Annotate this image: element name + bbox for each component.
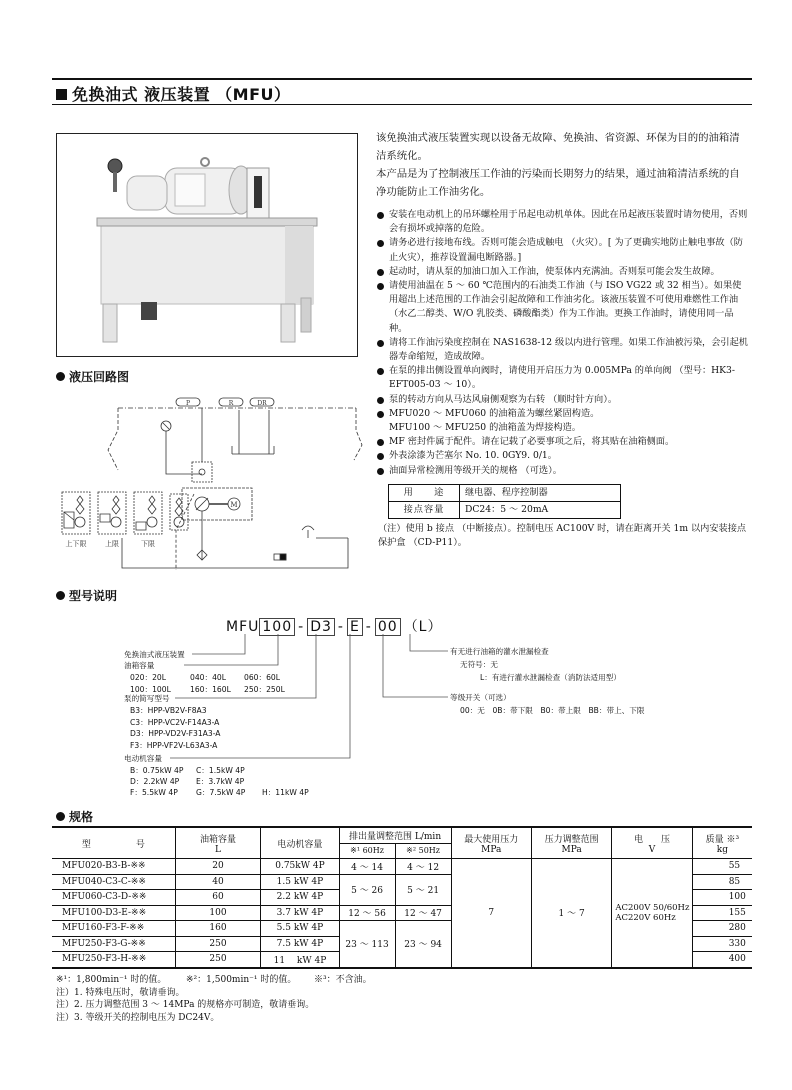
table-row: [52, 859, 752, 875]
cell-tank: 40: [175, 874, 261, 890]
cell-mass: 100: [692, 890, 752, 906]
cell-mass: 330: [692, 936, 752, 952]
header-pressure-range-label: 压力调整范围: [544, 834, 599, 845]
port-label: R: [228, 400, 234, 407]
motor-option: C：1.5kW 4P: [196, 766, 245, 775]
cell-model: MFU060-C3-D-※※: [52, 890, 175, 906]
cell-model: MFU250-F3-H-※※: [52, 952, 175, 968]
cell-model: MFU250-F3-G-※※: [52, 936, 175, 952]
cell-flow-50: 23 ～ 94: [395, 921, 451, 968]
motor-option: E：3.7kW 4P: [196, 777, 245, 786]
table-header-row: [52, 827, 752, 843]
notice-item-continuation: MFU100 ～ MFU250 的油箱盖为焊接构造。: [389, 422, 581, 434]
capacity-option: 060：60L: [244, 673, 280, 682]
cell-tank: 250: [175, 952, 261, 968]
model-prefix: MFU: [226, 619, 260, 635]
model-desc-motor: 电动机容量: [124, 754, 162, 763]
cell-pressure-range: 1 ～ 7: [531, 859, 611, 968]
header-motor: 电动机容量: [261, 827, 339, 859]
header-flow: 排出量调整范围 L/min: [339, 827, 451, 843]
model-desc-series: 免换油式液压装置: [124, 650, 185, 659]
capacity-option: 040：40L: [190, 673, 226, 682]
cell-tank: 60: [175, 890, 261, 906]
cell-motor: 1.5 kW 4P: [261, 874, 339, 890]
footnote: ※²：1,500min⁻¹ 时的值。: [186, 975, 297, 985]
model-section-title-text: 型号说明: [69, 589, 118, 603]
header-tank-label: 油箱容量: [199, 834, 236, 845]
capacity-option: 100：100L: [130, 685, 171, 694]
header-max-pressure: [451, 827, 531, 859]
cell-model: MFU160-F3-F-※※: [52, 921, 175, 937]
cell-motor: 7.5 kW 4P: [261, 936, 339, 952]
cell-flow-50: 5 ～ 21: [395, 874, 451, 905]
leader-level-switch: [383, 634, 448, 697]
cell-motor: 5.5 kW 4P: [261, 921, 339, 937]
cell-mass: 155: [692, 905, 752, 921]
notice-item: 请将工作油污染度控制在 NAS1638-12 级以内进行管理。如果工作油被污染，会引起机器寿命缩短，造成故障。: [376, 336, 748, 364]
header-max-pressure-unit: MPa: [481, 844, 502, 855]
header-voltage-label: 电 压: [634, 834, 671, 845]
motor-option: D：2.2kW 4P: [130, 777, 180, 786]
header-voltage: [612, 827, 692, 859]
notice-item: MFU020 ～ MFU060 的油箱盖为螺丝紧固构造。: [376, 407, 748, 421]
footnote-row: [56, 974, 372, 987]
cell-flow-60: 23 ～ 113: [339, 921, 395, 968]
cell-flow-60: 12 ～ 56: [339, 905, 395, 921]
header-model: 型 号: [52, 827, 175, 859]
cell-tank: 100: [175, 905, 261, 921]
notice-item: MF 密封件属于配件。请在记载了必要事项之后，将其贴在油箱侧面。: [376, 435, 748, 449]
notice-item: 油面异常检测用等级开关的规格 （可选）。: [376, 464, 748, 478]
note: 注）1. 特殊电压时，敬请垂询。: [56, 987, 185, 998]
notice-item: 在泵的排出侧设置单向阀时，请使用开启压力为 0.005MPa 的单向阀 （型号：HK3-EFT005-03 ～ 10）。: [376, 364, 748, 392]
switch-note: （注）使用 b 接点 （中断接点）。控制电压 AC100V 时，请在距离开关 1m 以内安装接点保护盒 （CD-P11）。: [378, 523, 747, 549]
switch-label: 下限: [141, 540, 155, 548]
pump-options: [130, 705, 220, 751]
header-tank: [175, 827, 261, 859]
leak-option: L：有进行灌水泄漏检查（消防法适用型）: [480, 673, 621, 682]
footnotes: [56, 974, 372, 1024]
notice-item: 外表涂漆为芒塞尔 No. 10. 0GY9. 0/1。: [376, 449, 748, 463]
notice-item: 请务必进行接地布线。否则可能会造成触电 （火灾）。[ 为了更确实地防止触电事故（防止火灾），推荐设置漏电断路器。]: [376, 236, 748, 264]
table-cell: 继电器、程序控制器: [460, 484, 621, 501]
voltage-line: AC200V 50/60Hz: [615, 902, 690, 913]
table-cell: DC24：5 ～ 20mA: [460, 502, 621, 519]
switch-label: 上下限: [65, 540, 87, 548]
cell-flow-60: 5 ～ 26: [339, 874, 395, 905]
cell-mass: 400: [692, 952, 752, 968]
notice-item: 起动时，请从泵的加油口加入工作油，使泵体内充满油。否则泵可能会发生故障。: [376, 265, 748, 279]
capacity-option: 250：250L: [244, 685, 285, 694]
table-cell: 接点容量: [389, 502, 460, 519]
model-desc-capacity: 油箱容量: [124, 661, 155, 670]
port-label: DR: [257, 400, 267, 407]
cell-max-pressure: 7: [451, 859, 531, 968]
capacity-option: 160：160L: [190, 685, 231, 694]
cell-mass: 85: [692, 874, 752, 890]
model-part-capacity: 100: [259, 618, 295, 636]
cell-flow-60: 4 ～ 14: [339, 859, 395, 875]
model-desc-leak-check: 有无进行油箱的灌水泄漏检查: [450, 647, 549, 656]
spec-section-title-text: 规格: [69, 810, 94, 824]
notice-item: 泵的转动方向从马达风扇侧观察为右转 （顺时针方向）。: [376, 393, 748, 407]
leader-leak-check: [410, 634, 448, 651]
cell-model: MFU020-B3-B-※※: [52, 859, 175, 875]
cell-model: MFU100-D3-E-※※: [52, 905, 175, 921]
intro-paragraph-2: 本产品是为了控制液压工作油的污染而长期努力的结果，通过油箱清洁系统的自净功能防止工作油劣化。: [376, 168, 740, 198]
cell-motor: 11 kW 4P: [261, 952, 339, 968]
header-mass-unit: kg: [716, 844, 728, 855]
cell-voltage: [612, 859, 692, 968]
intro-paragraph-1: 该免换油式液压装置实现以设备无故障、免换油、省资源、环保为目的的油箱清洁系统化。: [376, 132, 740, 162]
cell-motor: 3.7 kW 4P: [261, 905, 339, 921]
motor-label: M: [230, 501, 238, 509]
cell-mass: 280: [692, 921, 752, 937]
model-part-motor: E: [347, 618, 363, 636]
spec-section-title: [56, 808, 93, 825]
cell-motor: 0.75kW 4P: [261, 859, 339, 875]
pump-option: F3：HPP-VF2V-L63A3-A: [130, 740, 218, 750]
header-mass-label: 质量 ※³: [705, 834, 740, 845]
header-pressure-range: [531, 827, 611, 859]
table-cell: 用 途: [389, 484, 460, 501]
motor-options: [130, 765, 309, 798]
level-switch-options: 00：无 0B：带下限 B0：带上限 BB：带上、下限: [460, 706, 645, 715]
model-suffix: （L）: [403, 619, 443, 635]
page-title-text: 免换油式 液压装置 （MFU）: [72, 85, 291, 104]
header-pressure-range-unit: MPa: [561, 844, 582, 855]
cell-model: MFU040-C3-C-※※: [52, 874, 175, 890]
cell-tank: 160: [175, 921, 261, 937]
cell-flow-50: 4 ～ 12: [395, 859, 451, 875]
leader-series: [192, 634, 245, 654]
header-max-pressure-label: 最大使用压力: [464, 834, 519, 845]
header-tank-unit: L: [215, 844, 221, 855]
notice-item: 请使用油温在 5 ～ 60 ℃范围内的石油类工作油（与 ISO VG22 或 32 相当）。如果使用超出上述范围的工作油会引起故障和工作油劣化。该液压装置不可使用难燃性工作油（水乙二醇类、W/O 乳胶类、磷酸酯类）作为工作油。更换工作油时，请使用同一品种。: [376, 279, 748, 336]
pump-option: B3：HPP-VB2V-F8A3: [130, 706, 207, 715]
capacity-option: 020：20L: [130, 673, 166, 682]
switch-label: 上限: [105, 540, 119, 548]
pump-option: D3：HPP-VD2V-F31A3-A: [130, 729, 221, 738]
notice-item: 安装在电动机上的吊环螺栓用于吊起电动机单体。因此在吊起液压装置时请勿使用，否则会有损坏或掉落的危险。: [376, 208, 748, 236]
header-flow-50hz: ※² 50Hz: [395, 843, 451, 859]
model-part-level-switch: 00: [375, 618, 401, 636]
bullet-icon: [56, 812, 65, 821]
leader-capacity: [184, 634, 278, 665]
spec-table: [52, 826, 752, 969]
cell-flow-50: 12 ～ 47: [395, 905, 451, 921]
note: 注）3. 等级开关的控制电压为 DC24V。: [56, 1012, 220, 1023]
circuit-section-title-text: 液压回路图: [69, 370, 130, 384]
voltage-line: AC220V 60Hz: [615, 912, 676, 923]
cell-tank: 250: [175, 936, 261, 952]
cell-tank: 20: [175, 859, 261, 875]
motor-option: F：5.5kW 4P: [130, 788, 178, 797]
header-flow-60hz: ※¹ 60Hz: [339, 843, 395, 859]
model-part-pump: D3: [307, 618, 335, 636]
motor-option: B：0.75kW 4P: [130, 766, 184, 775]
model-code: MFU 100 - D3 - E - 00 （L）: [226, 619, 443, 635]
model-desc-level-switch: 等级开关（可选）: [450, 693, 511, 702]
cell-mass: 55: [692, 859, 752, 875]
motor-option: H：11kW 4P: [262, 788, 309, 797]
note: 注）2. 压力调整范围 3 ～ 14MPa 的规格亦可制造，敬请垂询。: [56, 1000, 315, 1010]
model-desc-pump: 泵的简写型号: [124, 694, 170, 703]
footnote: ※³：不含油。: [314, 975, 372, 985]
footnote: ※¹：1,800min⁻¹ 时的值。: [56, 975, 167, 985]
pump-option: C3：HPP-VC2V-F14A3-A: [130, 717, 220, 727]
header-voltage-unit: V: [648, 844, 656, 855]
leak-option: 无符号：无: [460, 660, 498, 669]
motor-option: G：7.5kW 4P: [196, 788, 246, 797]
port-label: P: [185, 400, 191, 407]
cell-motor: 2.2 kW 4P: [261, 890, 339, 906]
header-mass: [692, 827, 752, 859]
